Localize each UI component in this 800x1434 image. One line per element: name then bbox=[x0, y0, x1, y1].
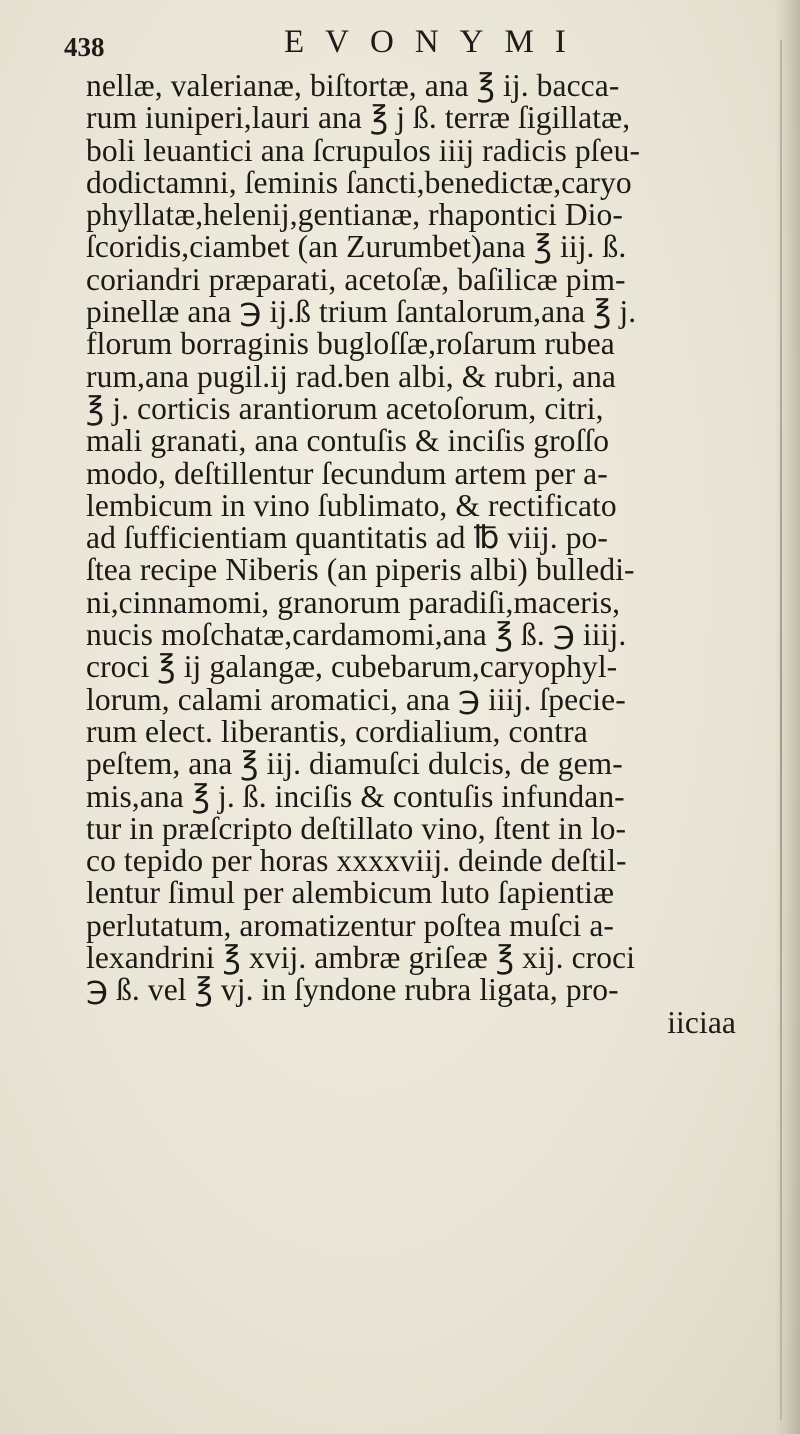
catchword: iiciaa bbox=[667, 1004, 736, 1040]
text-line: ad ſufficientiam quantitatis ad ℔ viij. po- bbox=[86, 520, 608, 556]
page-number: 438 bbox=[64, 32, 105, 62]
text-line: lentur ſimul per alembicum luto ſapientiæ bbox=[86, 875, 615, 911]
page-edge-shadow bbox=[774, 0, 800, 1434]
text-line: coriandri præparati, acetoſæ, baſilicæ pim- bbox=[86, 261, 626, 297]
text-line: ℈ ß. vel ℥ vj. in ſyndone rubra ligata, pro- bbox=[86, 972, 619, 1008]
text-line: ni,cinnamomi, granorum paradiſi,maceris, bbox=[86, 584, 621, 620]
text-line: ſcoridis,ciambet (an Zurumbet)ana ℥ iij. ß. bbox=[86, 229, 627, 265]
page-edge-line bbox=[780, 40, 782, 1420]
text-line: boli leuantici ana ſcrupulos iiij radicis pſeu- bbox=[86, 132, 641, 168]
text-line: mis,ana ℥ j. ß. inciſis & contuſis infundan- bbox=[86, 778, 625, 814]
text-line: co tepido per horas xxxxviij. deinde deſtil- bbox=[86, 843, 627, 879]
text-line: rum,ana pugil.ij rad.ben albi, & rubri, ana bbox=[86, 358, 617, 394]
text-line: florum borraginis bugloſſæ,roſarum rubea bbox=[86, 326, 615, 362]
text-line: nucis moſchatæ,cardamomi,ana ℥ ß. ℈ iiij. bbox=[86, 617, 627, 653]
text-line: mali granati, ana contuſis & inciſis groſſo bbox=[86, 423, 610, 459]
body-text bbox=[86, 70, 776, 1039]
text-line: ℥ j. corticis arantiorum acetoſorum, citri, bbox=[86, 390, 604, 426]
text-line: pinellæ ana ℈ ij.ß trium ſantalorum,ana ℥ j. bbox=[86, 294, 637, 330]
text-line: peſtem, ana ℥ iij. diamuſci dulcis, de gem- bbox=[86, 746, 623, 782]
text-line: lorum, calami aromatici, ana ℈ iiij. ſpecie- bbox=[86, 681, 626, 717]
text-line: ſtea recipe Niberis (an piperis albi) bulledi- bbox=[86, 552, 635, 588]
text-line: rum elect. liberantis, cordialium, contra bbox=[86, 713, 588, 749]
text-line: lembicum in vino ſublimato, & rectificato bbox=[86, 487, 617, 523]
text-line: perlutatum, aromatizentur poſtea muſci a- bbox=[86, 907, 615, 943]
text-line: croci ℥ ij galangæ, cubebarum,caryophyl- bbox=[86, 649, 618, 685]
text-line: dodictamni, ſeminis ſancti,benedictæ,caryo bbox=[86, 164, 632, 200]
page-header bbox=[64, 10, 724, 70]
text-line: phyllatæ,helenij,gentianæ, rhapontici Dio- bbox=[86, 197, 623, 233]
text-line: tur in præſcripto deſtillato vino, ſtent in lo- bbox=[86, 810, 627, 846]
text-line: nellæ, valerianæ, biſtortæ, ana ℥ ij. bacca- bbox=[86, 68, 620, 103]
text-line: modo, deſtillentur ſecundum artem per a- bbox=[86, 455, 608, 491]
running-head: EVONYMI bbox=[284, 24, 587, 60]
text-line: rum iuniperi,lauri ana ℥ j ß. terræ ſigillatæ, bbox=[86, 100, 631, 136]
text-line: lexandrini ℥ xvij. ambræ griſeæ ℥ xij. croci bbox=[86, 940, 636, 976]
